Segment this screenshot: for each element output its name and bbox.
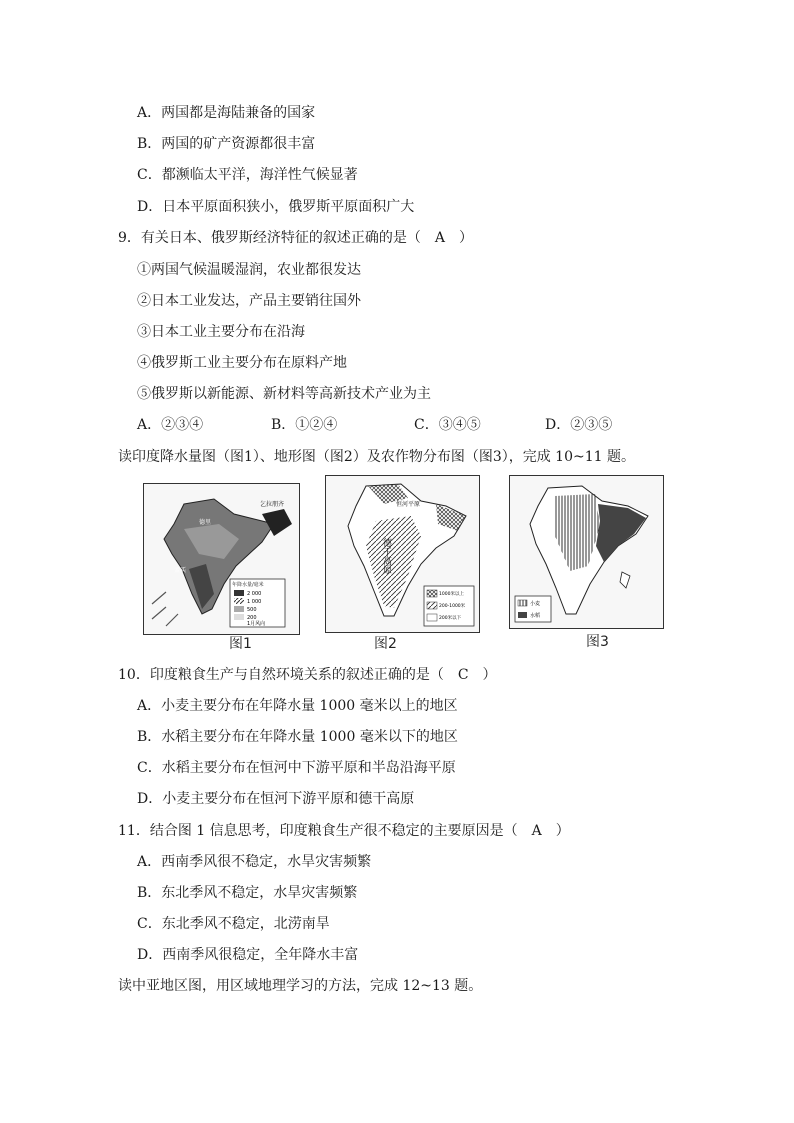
q11-stem: 11．结合图 1 信息思考，印度粮食生产很不稳定的主要原因是（ A ） — [118, 823, 570, 839]
svg-text:1月风向: 1月风向 — [247, 621, 266, 627]
q8-option-d: D．日本平原面积狭小，俄罗斯平原面积广大 — [137, 199, 415, 215]
q11-option-d: D．西南季风很稳定，全年降水丰富 — [137, 947, 359, 963]
q9-statement-1: ①两国气候温暖湿润，农业都很发达 — [137, 262, 361, 278]
svg-text:500: 500 — [247, 607, 257, 613]
q9-choice-a: A．②③④ — [137, 417, 204, 433]
q9-choice-d: D．②③⑤ — [545, 417, 613, 433]
svg-text:1000米以上: 1000米以上 — [439, 592, 464, 597]
q9-statement-3: ③日本工业主要分布在沿海 — [137, 324, 305, 340]
intro-india: 读印度降水量图（图1）、地形图（图2）及农作物分布图（图3），完成 10~11 题。 — [118, 449, 635, 465]
q8-option-a: A．两国都是海陆兼备的国家 — [137, 105, 316, 121]
figure-2-caption: 图2 — [374, 636, 397, 652]
svg-text:200-1000米: 200-1000米 — [439, 604, 466, 609]
svg-text:200米以下: 200米以下 — [439, 616, 462, 621]
fig2-label-deccan: 德干高原 — [381, 538, 391, 574]
figure-1-precipitation-map — [143, 483, 300, 635]
figure-2-terrain-map — [325, 475, 480, 633]
svg-text:1 000: 1 000 — [247, 599, 262, 605]
q9-stem: 9．有关日本、俄罗斯经济特征的叙述正确的是（ A ） — [118, 230, 474, 246]
q9-choice-b: B．①②④ — [271, 417, 338, 433]
figure-3-caption: 图3 — [586, 634, 609, 650]
q11-option-b: B．东北季风不稳定，水旱灾害频繁 — [137, 885, 358, 901]
intro-central-asia: 读中亚地区图，用区域地理学习的方法，完成 12~13 题。 — [118, 978, 483, 994]
q8-option-b: B．两国的矿产资源都很丰富 — [137, 136, 316, 152]
svg-text:乞拉朋齐: 乞拉朋齐 — [260, 501, 285, 508]
svg-text:200: 200 — [247, 615, 257, 621]
svg-text:孟买: 孟买 — [174, 567, 187, 574]
figure-1-caption: 图1 — [229, 636, 252, 652]
q9-statement-5: ⑤俄罗斯以新能源、新材料等高新技术产业为主 — [137, 386, 431, 402]
q10-option-a: A．小麦主要分布在年降水量 1000 毫米以上的地区 — [137, 698, 458, 714]
svg-text:水稻: 水稻 — [530, 613, 541, 619]
q11-option-a: A．西南季风很不稳定，水旱灾害频繁 — [137, 854, 372, 870]
q10-option-d: D．小麦主要分布在恒河下游平原和德干高原 — [137, 791, 415, 807]
svg-text:2 000: 2 000 — [247, 591, 262, 597]
q10-stem: 10．印度粮食生产与自然环境关系的叙述正确的是（ C ） — [118, 667, 497, 683]
q9-statement-4: ④俄罗斯工业主要分布在原料产地 — [137, 355, 347, 371]
q10-option-b: B．水稻主要分布在年降水量 1000 毫米以下的地区 — [137, 729, 458, 745]
q10-option-c: C．水稻主要分布在恒河中下游平原和半岛沿海平原 — [137, 760, 456, 776]
q9-choice-c: C．③④⑤ — [414, 417, 481, 433]
fig1-legend-title: 年降水量/毫米 — [232, 582, 264, 588]
q8-option-c: C．都濒临太平洋，海洋性气候显著 — [137, 167, 358, 183]
fig2-label-ganga: 恒河平原 — [396, 501, 421, 508]
q9-statement-2: ②日本工业发达，产品主要销往国外 — [137, 293, 361, 309]
svg-text:小麦: 小麦 — [530, 601, 541, 607]
figure-3-crop-map — [509, 475, 664, 629]
q11-option-c: C．东北季风不稳定，北涝南旱 — [137, 916, 330, 932]
svg-text:德里: 德里 — [199, 519, 212, 526]
